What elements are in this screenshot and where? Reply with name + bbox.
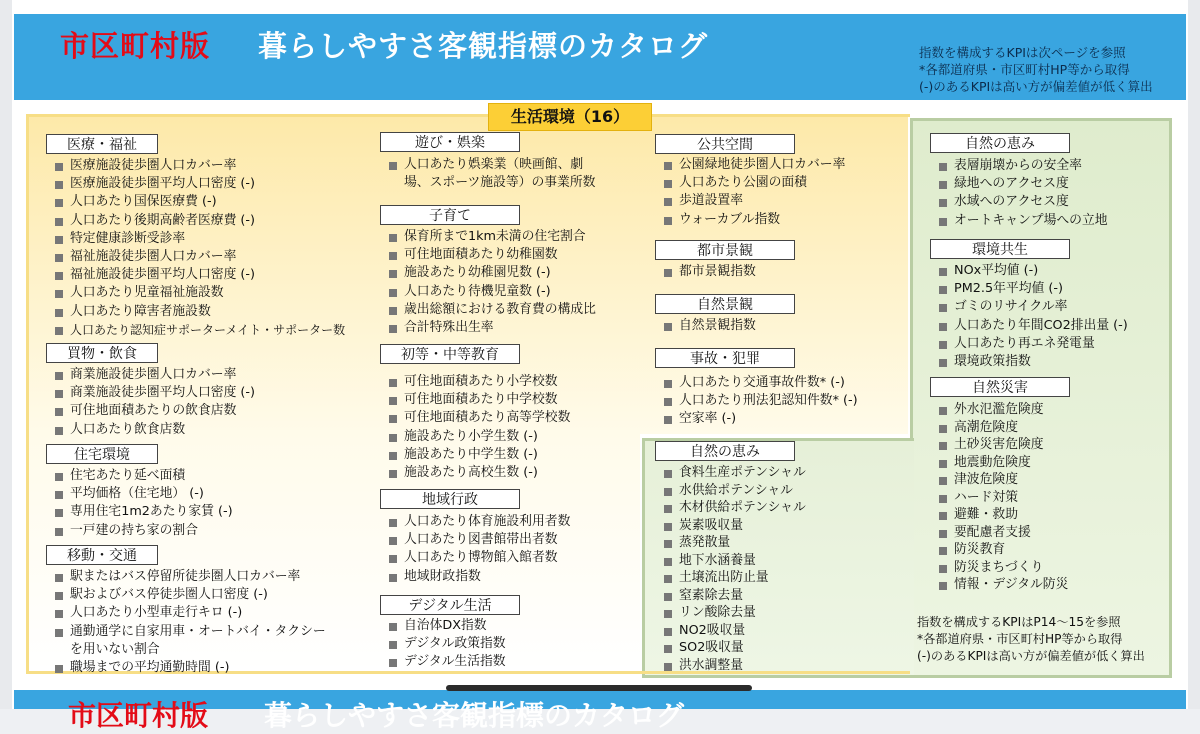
header-note: *各都道府県・市区町村HP等から取得	[919, 62, 1130, 77]
list-item: 人口あたり後期高齢者医療費 (-)	[54, 212, 345, 230]
list-item: 公園緑地徒歩圏人口カバー率	[663, 156, 845, 174]
list-item: 木材供給ポテンシャル	[663, 499, 806, 517]
list-item: 地下水涵養量	[663, 552, 806, 570]
list-accident-crime	[663, 374, 858, 429]
list-natural-landscape	[663, 317, 756, 335]
list-item: 特定健康診断受診率	[54, 230, 345, 248]
list-item: 水供給ポテンシャル	[663, 482, 806, 500]
list-item: 洪水調整量	[663, 657, 806, 675]
section-title-education: 初等・中等教育	[380, 344, 520, 364]
list-medical-welfare	[54, 157, 345, 339]
list-item: 人口あたり国保医療費 (-)	[54, 193, 345, 211]
list-item: 人口あたり障害者施設数	[54, 303, 345, 321]
list-item: デジタル生活指数	[388, 653, 506, 671]
list-item: 地域財政指数	[388, 568, 570, 586]
header-note: (-)のあるKPIは高い方が偏差値が低く算出	[919, 79, 1153, 94]
list-item: ウォーカブル指数	[663, 211, 845, 229]
list-item: 福祉施設徒歩圏平均人口密度 (-)	[54, 266, 345, 284]
list-item: 土砂災害危険度	[938, 436, 1068, 454]
list-item: 人口あたり児童福祉施設数	[54, 284, 345, 302]
section-title-urban-landscape: 都市景観	[655, 240, 795, 260]
list-item: 歳出総額における教育費の構成比	[388, 301, 596, 319]
page-header	[14, 14, 1186, 100]
section-title-shopping-dining: 買物・飲食	[46, 343, 158, 363]
list-item: 専用住宅1m2あたり家賃 (-)	[54, 503, 233, 521]
list-item: 商業施設徒歩圏人口カバー率	[54, 366, 255, 384]
list-item: 土壌流出防止量	[663, 569, 806, 587]
list-item: 職場までの平均通勤時間 (-)	[54, 659, 326, 677]
list-item: 環境政策指数	[938, 353, 1128, 371]
list-item: 施設あたり小学生数 (-)	[388, 428, 570, 446]
list-item: SO2吸収量	[663, 639, 806, 657]
footer-note: 指数を構成するKPIはP14～15を参照	[917, 615, 1121, 629]
list-item: 人口あたり図書館帯出者数	[388, 531, 570, 549]
list-item: 商業施設徒歩圏平均人口密度 (-)	[54, 384, 255, 402]
list-shopping-dining	[54, 366, 255, 439]
list-item: 可住地面積あたり高等学校数	[388, 409, 570, 427]
list-item: ハード対策	[938, 489, 1068, 507]
list-item: 都市景観指数	[663, 263, 756, 281]
list-item: 要配慮者支援	[938, 524, 1068, 542]
list-item: 医療施設徒歩圏人口カバー率	[54, 157, 345, 175]
list-item: 窒素除去量	[663, 587, 806, 605]
list-transport	[54, 568, 326, 677]
list-item: ゴミのリサイクル率	[938, 298, 1128, 316]
list-item: オートキャンプ場への立地	[938, 212, 1108, 230]
list-item: 医療施設徒歩圏平均人口密度 (-)	[54, 175, 345, 193]
list-item: 可住地面積あたりの飲食店数	[54, 402, 255, 420]
list-childcare	[388, 228, 596, 337]
list-item: 自治体DX指数	[388, 617, 506, 635]
list-item: 炭素吸収量	[663, 517, 806, 535]
list-item: 防災教育	[938, 541, 1068, 559]
list-item: 人口あたり待機児童数 (-)	[388, 283, 596, 301]
next-page-title-red: 市区町村版	[68, 699, 209, 732]
list-environmental-coexistence	[938, 262, 1128, 371]
list-item-continuation: を用いない割合	[70, 641, 160, 657]
list-item: 緑地へのアクセス度	[938, 175, 1108, 193]
list-item: 情報・デジタル防災	[938, 576, 1068, 594]
list-item: 通勤通学に自家用車・オートバイ・タクシー	[54, 623, 326, 641]
list-item: デジタル政策指数	[388, 635, 506, 653]
section-title-digital-life: デジタル生活	[380, 595, 520, 615]
list-item: 施設あたり中学生数 (-)	[388, 446, 570, 464]
list-item: 人口あたり刑法犯認知件数* (-)	[663, 392, 858, 410]
list-item: 施設あたり幼稚園児数 (-)	[388, 264, 596, 282]
right-margin	[1188, 0, 1200, 709]
list-item: 人口あたり体育施設利用者数	[388, 513, 570, 531]
list-item: 人口あたり再エネ発電量	[938, 335, 1128, 353]
section-title-childcare: 子育て	[380, 205, 520, 225]
list-item: 外水氾濫危険度	[938, 401, 1068, 419]
list-item: 避難・救助	[938, 506, 1068, 524]
section-title-public-space: 公共空間	[655, 134, 795, 154]
list-urban-landscape	[663, 263, 756, 281]
list-natural-blessing	[938, 157, 1108, 230]
header-note: 指数を構成するKPIは次ページを参照	[919, 45, 1126, 60]
list-item: 蒸発散量	[663, 534, 806, 552]
list-item: 可住地面積あたり小学校数	[388, 373, 570, 391]
list-item: リン酸除去量	[663, 604, 806, 622]
list-leisure	[388, 156, 595, 192]
section-title-local-government: 地域行政	[380, 489, 520, 509]
footer-note: *各都道府県・市区町村HP等から取得	[917, 632, 1123, 646]
list-digital-life	[388, 617, 506, 672]
list-item: 高潮危険度	[938, 419, 1068, 437]
list-item: 津波危険度	[938, 471, 1068, 489]
list-item: 地震動危険度	[938, 454, 1068, 472]
list-item: 人口あたり飲食店数	[54, 421, 255, 439]
section-title-housing: 住宅環境	[46, 444, 158, 464]
list-item: 表層崩壊からの安全率	[938, 157, 1108, 175]
next-page-title-white: 暮らしやすさ客観指標のカタログ	[264, 699, 685, 732]
section-title-environmental-coexistence: 環境共生	[930, 239, 1070, 259]
list-item: 空家率 (-)	[663, 410, 858, 428]
list-item: NO2吸収量	[663, 622, 806, 640]
list-item: 人口あたり交通事故件数* (-)	[663, 374, 858, 392]
header-title-red: 市区町村版	[60, 29, 211, 63]
list-item: 施設あたり高校生数 (-)	[388, 464, 570, 482]
list-item: 可住地面積あたり中学校数	[388, 391, 570, 409]
section-title-accident-crime: 事故・犯罪	[655, 348, 795, 368]
list-public-space	[663, 156, 845, 229]
list-item: 駅またはバス停留所徒歩圏人口カバー率	[54, 568, 326, 586]
footer-notes	[917, 614, 1145, 665]
list-item: 住宅あたり延べ面積	[54, 467, 233, 485]
header-notes	[919, 44, 1153, 95]
list-item: 一戸建の持ち家の割合	[54, 522, 233, 540]
list-item: 福祉施設徒歩圏人口カバー率	[54, 248, 345, 266]
list-education	[388, 373, 570, 482]
section-title-natural-blessing-2: 自然の恵み	[655, 441, 795, 461]
section-title-natural-landscape: 自然景観	[655, 294, 795, 314]
list-natural-blessing-2	[663, 464, 806, 674]
section-title-natural-blessing: 自然の恵み	[930, 133, 1070, 153]
list-item: 人口あたり認知症サポーターメイト・サポーター数	[54, 321, 345, 339]
next-page-header	[14, 690, 1186, 732]
list-item: 水域へのアクセス度	[938, 193, 1108, 211]
list-natural-disaster	[938, 401, 1068, 594]
left-margin	[0, 0, 12, 709]
list-item: 合計特殊出生率	[388, 319, 596, 337]
section-title-medical-welfare: 医療・福祉	[46, 134, 158, 154]
list-item: 保育所まで1km未満の住宅割合	[388, 228, 596, 246]
footer-note: (-)のあるKPIは高い方が偏差値が低く算出	[917, 649, 1145, 663]
list-housing	[54, 467, 233, 540]
list-item: 歩道設置率	[663, 192, 845, 210]
list-item: 平均価格（住宅地） (-)	[54, 485, 233, 503]
list-item: 人口あたり年間CO2排出量 (-)	[938, 317, 1128, 335]
section-title-leisure: 遊び・娯楽	[380, 132, 520, 152]
list-item: 人口あたり娯楽業（映画館、劇	[388, 156, 595, 174]
list-item: 人口あたり博物館入館者数	[388, 549, 570, 567]
list-item: 食料生産ポテンシャル	[663, 464, 806, 482]
list-item: 駅およびバス停徒歩圏人口密度 (-)	[54, 586, 326, 604]
list-local-government	[388, 513, 570, 586]
section-title-transport: 移動・交通	[46, 545, 158, 565]
header-title-white: 暮らしやすさ客観指標のカタログ	[258, 29, 709, 63]
horizontal-scroll-indicator[interactable]	[446, 685, 752, 691]
list-item: 人口あたり公園の面積	[663, 174, 845, 192]
list-item: PM2.5年平均値 (-)	[938, 280, 1128, 298]
section-title-natural-disaster: 自然災害	[930, 377, 1070, 397]
list-item: 自然景観指数	[663, 317, 756, 335]
list-item-continuation: 場、スポーツ施設等）の事業所数	[404, 175, 596, 191]
list-item: NOx平均値 (-)	[938, 262, 1128, 280]
list-item: 人口あたり小型車走行キロ (-)	[54, 604, 326, 622]
category-banner: 生活環境（16）	[488, 103, 652, 131]
list-item: 可住地面積あたり幼稚園数	[388, 246, 596, 264]
list-item: 防災まちづくり	[938, 559, 1068, 577]
